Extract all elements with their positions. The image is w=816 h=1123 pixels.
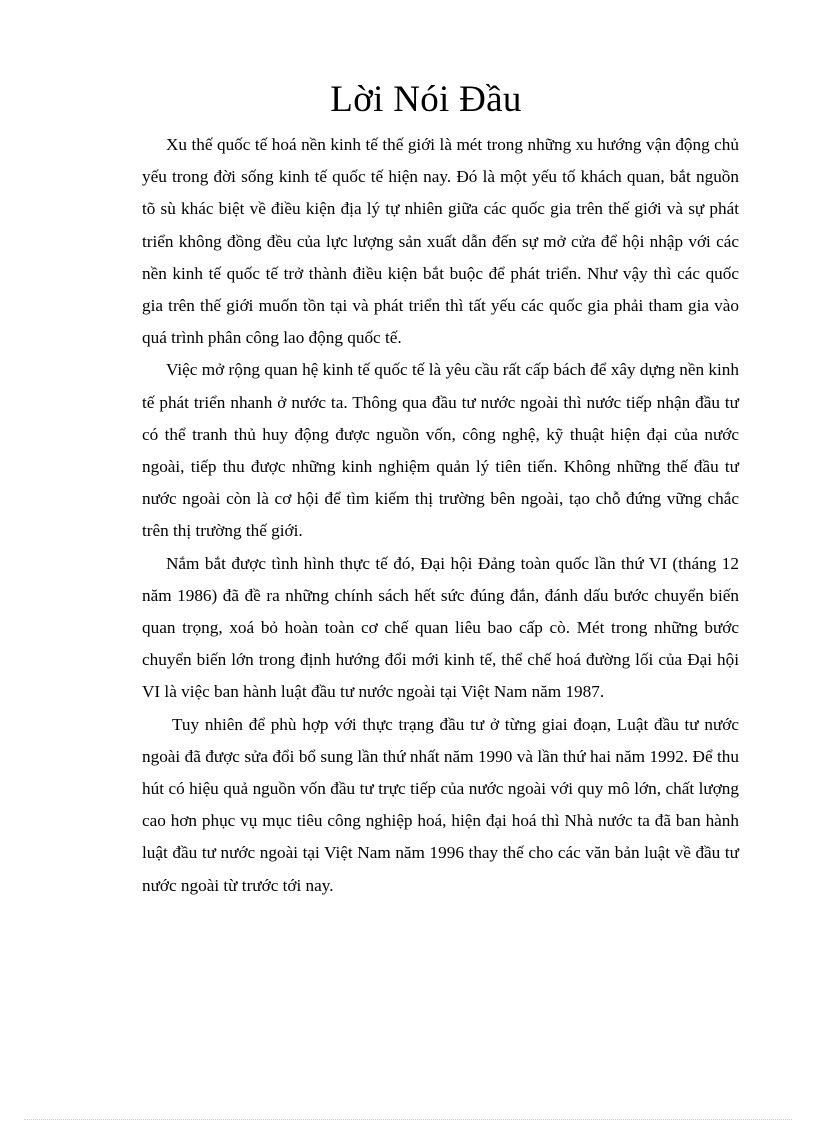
paragraph-1: Xu thế quốc tế hoá nền kinh tế thế giới là mét trong những xu hướng vận động chủ yếu trong đời sống kinh tế quốc tế hiện nay. Đó là một yếu tố khách quan, bắt nguồn tõ sù khác biệt về điều kiện địa lý tự nhiên giữa các quốc gia trên thế giới và sự phát triển không đồng đều của lực lượng sản xuất dẫn đến sự mở cửa để hội nhập với các nền kinh tế quốc tế trở thành điều kiện bắt buộc để phát triển. Như vậy thì các quốc gia trên thế giới muốn tồn tại và phát triển thì tất yếu các quốc gia phải tham gia vào quá trình phân công lao động quốc tế. — [142, 135, 739, 348]
document-body — [142, 129, 739, 902]
page-bottom-divider — [24, 1119, 792, 1120]
page-title: Lời Nói Đầu — [330, 79, 522, 120]
paragraph-4: Tuy nhiên để phù hợp với thực trạng đầu tư ở từng giai đoạn, Luật đầu tư nước ngoài đã được sửa đổi bổ sung lần thứ nhất năm 1990 và lần thứ hai năm 1992. Để thu hút có hiệu quả nguồn vốn đầu tư trực tiếp của nước ngoài với quy mô lớn, chất lượng cao hơn phục vụ mục tiêu công nghiệp hoá, hiện đại hoá thì Nhà nước ta đã ban hành luật đầu tư nước ngoài tại Việt Nam năm 1996 thay thế cho các văn bản luật về đầu tư nước ngoài từ trước tới nay. — [142, 714, 739, 895]
paragraph-3: Nắm bắt được tình hình thực tế đó, Đại hội Đảng toàn quốc lần thứ VI (tháng 12 năm 1986) đã đề ra những chính sách hết sức đúng đắn, đánh dấu bước chuyển biến quan trọng, xoá bỏ hoàn toàn cơ chế quan liêu bao cấp cò. Mét trong những bước chuyển biến lớn trong định hướng đổi mới kinh tế, thể chế hoá đường lối của Đại hội VI là việc ban hành luật đầu tư nước ngoài tại Việt Nam năm 1987. — [142, 553, 739, 702]
paragraph-2: Việc mở rộng quan hệ kinh tế quốc tế là yêu cầu rất cấp bách để xây dựng nền kinh tế phát triển nhanh ở nước ta. Thông qua đầu tư nước ngoài thì nước tiếp nhận đầu tư có thể tranh thủ huy động được nguồn vốn, công nghệ, kỹ thuật hiện đại của nước ngoài, tiếp thu được những kinh nghiệm quản lý tiên tiến. Không những thế đầu tư nước ngoài còn là cơ hội để tìm kiếm thị trường bên ngoài, tạo chỗ đứng vững chắc trên thị trường thế giới. — [142, 360, 739, 541]
